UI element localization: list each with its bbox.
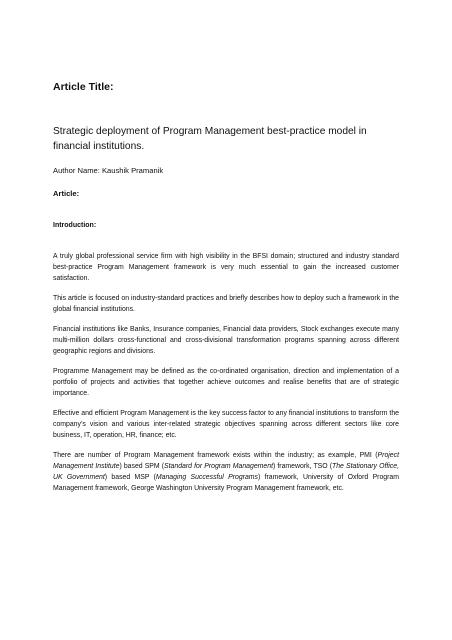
paragraph-6-text-3: ) framework, TSO ( <box>273 463 332 470</box>
author-name: Author Name: Kaushik Pramanik <box>53 166 164 175</box>
paragraph-6 <box>53 450 399 494</box>
paragraph-6-text-1: There are number of Program Management framework exists within the industry; as example, PMI ( <box>53 452 378 459</box>
paragraph-6-italic-1: Project Management Institute <box>53 452 399 470</box>
paragraph-2: This article is focused on industry-standard practices and briefly describes how to deploy such a framework in the global financial institutions. <box>53 295 399 313</box>
paragraph-6-text-2: ) based SPM ( <box>119 463 165 470</box>
article-title-heading: Article Title: <box>53 81 114 93</box>
document-content <box>53 80 399 494</box>
paragraph-6-text-4: ) based MSP ( <box>104 474 156 481</box>
paragraph-5: Effective and efficient Program Management is the key success factor to any financial institutions to transform the company’s vision and various inter-related strategic objectives spanning across different sectors like core business, IT, operation, HR, finance; etc. <box>53 410 399 439</box>
paragraph-6-text-5: ) framework, University of Oxford Program Management framework, George Washington University Program Management framework, etc. <box>53 474 399 492</box>
paragraph-3: Financial institutions like Banks, Insurance companies, Financial data providers, Stock exchanges execute many multi-million dollars cross-functional and cross-divisional transformation programs spanning across different geographic regions and divisions. <box>53 326 399 355</box>
paragraph-1: A truly global professional service firm with high visibility in the BFSI domain; structured and industry standard best-practice Program Management framework is very much essential to gain the increased customer satisfaction. <box>53 253 399 282</box>
paragraph-6-italic-2: Standard for Program Management <box>164 463 273 470</box>
introduction-heading: Introduction: <box>53 222 97 229</box>
article-label: Article: <box>53 189 80 198</box>
paragraph-4: Programme Management may be defined as the co-ordinated organisation, direction and implementation of a portfolio of projects and activities that together achieve outcomes and realise benefits that are of strategic importance. <box>53 368 399 397</box>
article-title: Strategic deployment of Program Management best-practice model in financial institutions. <box>53 126 367 152</box>
paragraph-6-italic-4: Managing Successful Programs <box>155 474 258 481</box>
paragraph-6-italic-3: The Stationary Office, UK Government <box>53 463 400 481</box>
